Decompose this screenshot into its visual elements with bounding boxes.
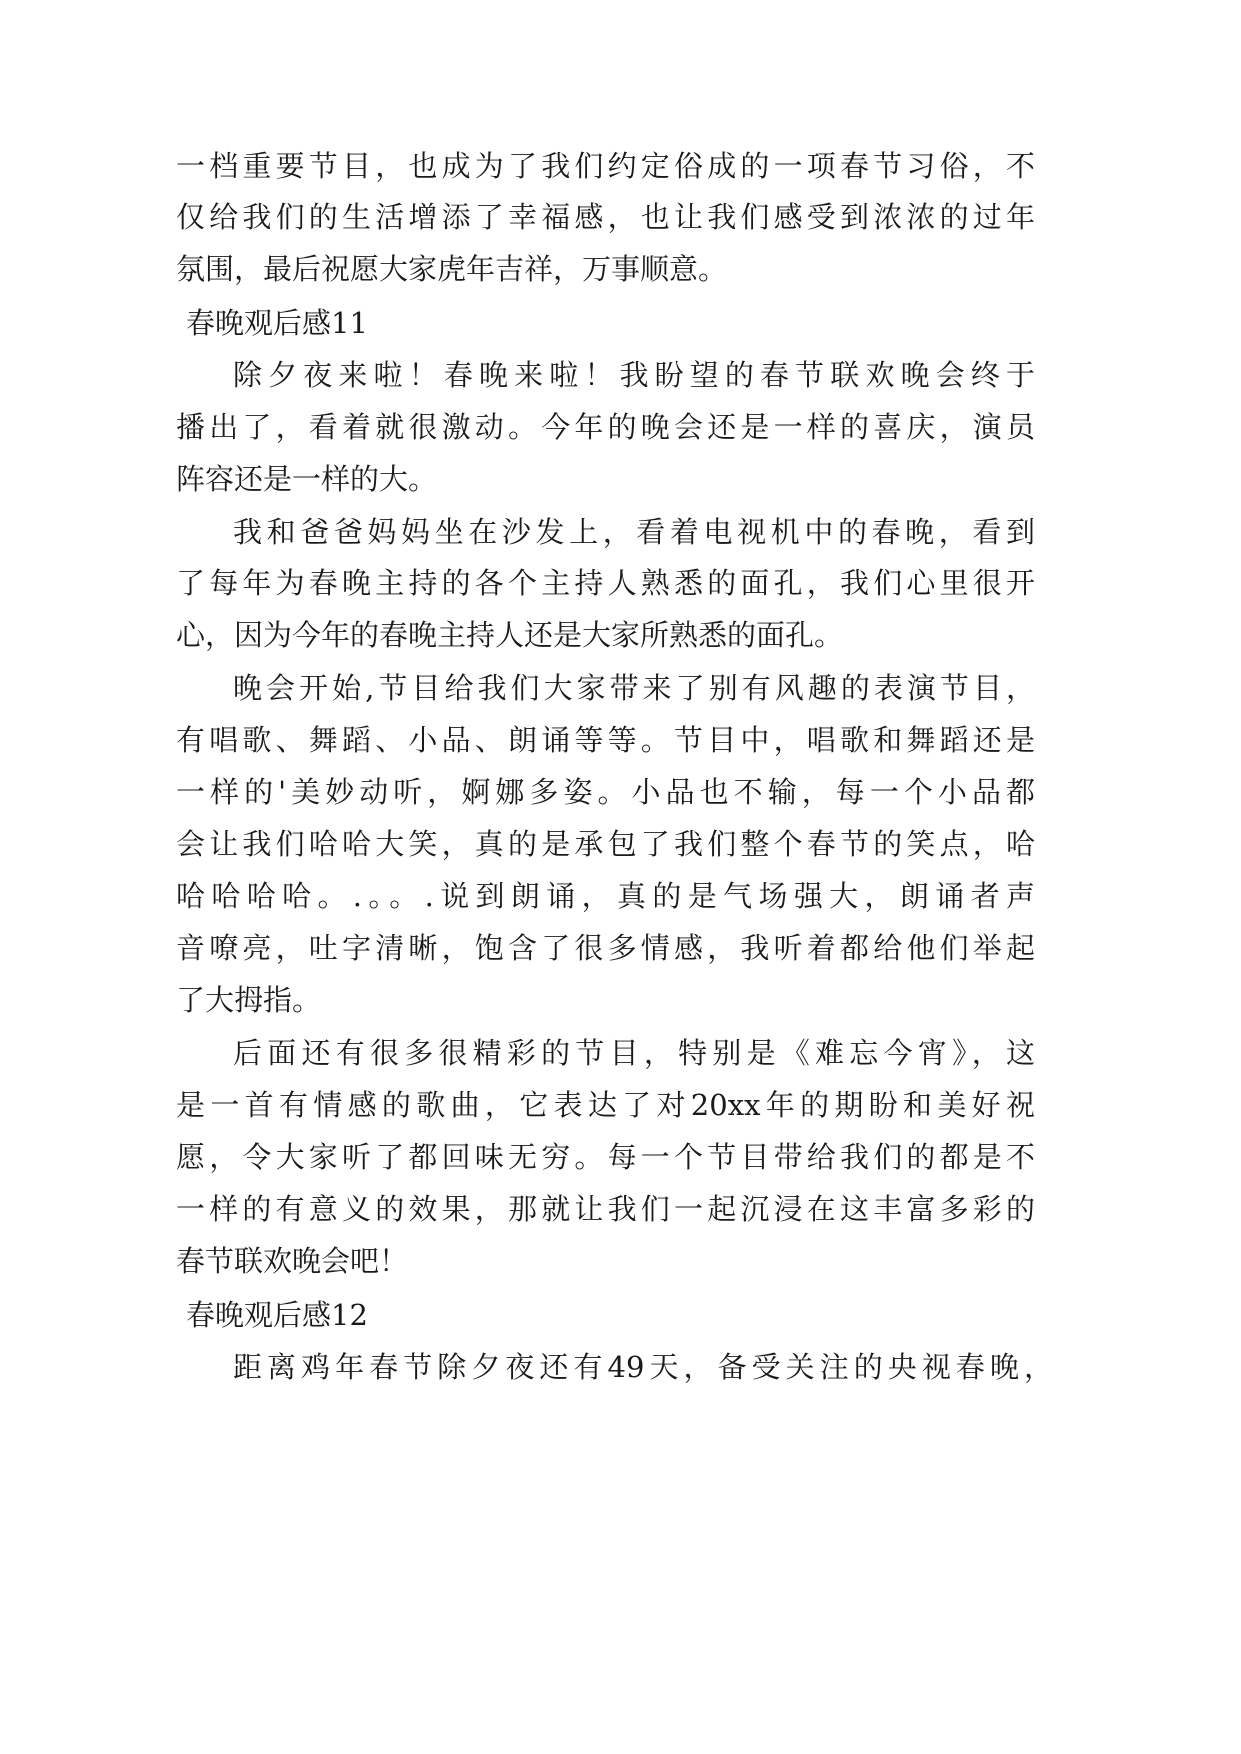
body-line: 晚会开始,节目给我们大家带来了别有风趣的表演节目， bbox=[233, 671, 1035, 705]
body-line: 一样的有意义的效果，那就让我们一起沉浸在这丰富多彩的 bbox=[176, 1192, 1035, 1226]
section-heading: 春晚观后感12 bbox=[186, 1298, 368, 1332]
body-line: 一档重要节目，也成为了我们约定俗成的一项春节习俗，不 bbox=[176, 149, 1035, 183]
body-line: 了大拇指。 bbox=[176, 983, 322, 1017]
body-line: 心，因为今年的春晚主持人还是大家所熟悉的面孔。 bbox=[176, 618, 844, 652]
body-line: 哈哈哈哈。.。。.说到朗诵，真的是气场强大，朗诵者声 bbox=[176, 879, 1035, 913]
body-line: 播出了，看着就很激动。今年的晚会还是一样的喜庆，演员 bbox=[176, 410, 1035, 444]
body-line: 会让我们哈哈大笑，真的是承包了我们整个春节的笑点，哈 bbox=[176, 827, 1035, 861]
body-line: 春节联欢晚会吧！ bbox=[176, 1244, 409, 1278]
body-line: 阵容还是一样的大。 bbox=[176, 462, 438, 496]
body-line: 是一首有情感的歌曲，它表达了对20xx年的期盼和美好祝 bbox=[176, 1088, 1035, 1122]
body-line: 除夕夜来啦！春晚来啦！我盼望的春节联欢晚会终于 bbox=[233, 358, 1035, 392]
body-line: 有唱歌、舞蹈、小品、朗诵等等。节目中，唱歌和舞蹈还是 bbox=[176, 723, 1035, 757]
body-line: 我和爸爸妈妈坐在沙发上，看着电视机中的春晚，看到 bbox=[233, 515, 1035, 549]
body-line: 仅给我们的生活增添了幸福感，也让我们感受到浓浓的过年 bbox=[176, 200, 1035, 234]
body-line: 距离鸡年春节除夕夜还有49天，备受关注的央视春晚， bbox=[233, 1350, 1053, 1384]
body-line: 愿，令大家听了都回味无穷。每一个节目带给我们的都是不 bbox=[176, 1140, 1035, 1174]
body-line: 后面还有很多很精彩的节目，特别是《难忘今宵》，这 bbox=[233, 1036, 1035, 1070]
body-line: 了每年为春晚主持的各个主持人熟悉的面孔，我们心里很开 bbox=[176, 566, 1035, 600]
body-line: 氛围，最后祝愿大家虎年吉祥，万事顺意。 bbox=[176, 252, 728, 286]
body-line: 音嘹亮，吐字清晰，饱含了很多情感，我听着都给他们举起 bbox=[176, 931, 1035, 965]
section-heading: 春晚观后感11 bbox=[186, 306, 368, 340]
body-line: 一样的'美妙动听，婀娜多姿。小品也不输，每一个小品都 bbox=[176, 775, 1035, 809]
